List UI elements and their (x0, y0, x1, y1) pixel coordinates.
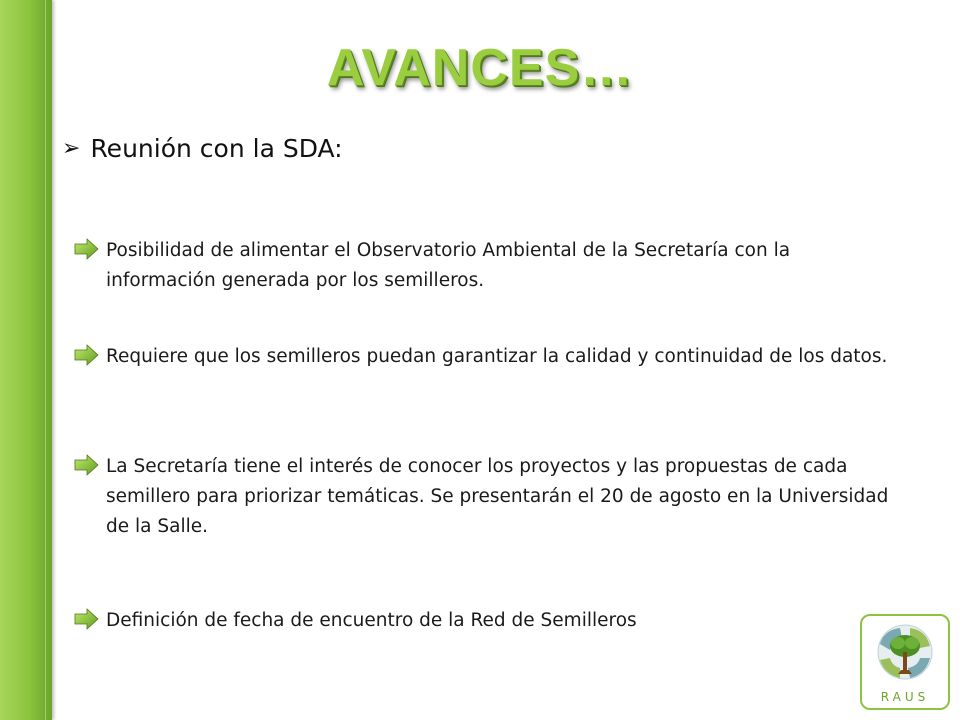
bullet-text: Requiere que los semilleros puedan garantizar la calidad y continuidad de los datos. (106, 346, 888, 367)
logo-label: RAUS (880, 690, 930, 704)
tree-puzzle-logo (862, 616, 948, 686)
green-arrow-icon (72, 238, 100, 260)
side-accent-bar (0, 0, 52, 720)
bullet-item (72, 452, 896, 542)
green-arrow-icon (72, 344, 100, 366)
section-heading-text: Reunión con la SDA: (90, 134, 343, 163)
bullet-item (72, 606, 896, 636)
section-heading (62, 134, 343, 163)
green-arrow-icon (72, 608, 100, 630)
bullet-item (72, 342, 896, 372)
bullet-text: Posibilidad de alimentar el Observatorio Ambiental de la Secretaría con la información generada por los semilleros. (106, 240, 791, 291)
bullet-text: La Secretaría tiene el interés de conocer los proyectos y las propuestas de cada semillero para priorizar temáticas. Se presentarán el 20 de agosto en la Universidad de la Salle. (106, 456, 889, 537)
green-arrow-icon (72, 454, 100, 476)
bullet-text: Definición de fecha de encuentro de la Red de Semilleros (106, 610, 637, 631)
slide-title: AVANCES… (326, 39, 634, 97)
bullet-item (72, 236, 896, 296)
arrowhead-icon: ➢ (62, 136, 81, 161)
raus-logo (860, 614, 950, 710)
